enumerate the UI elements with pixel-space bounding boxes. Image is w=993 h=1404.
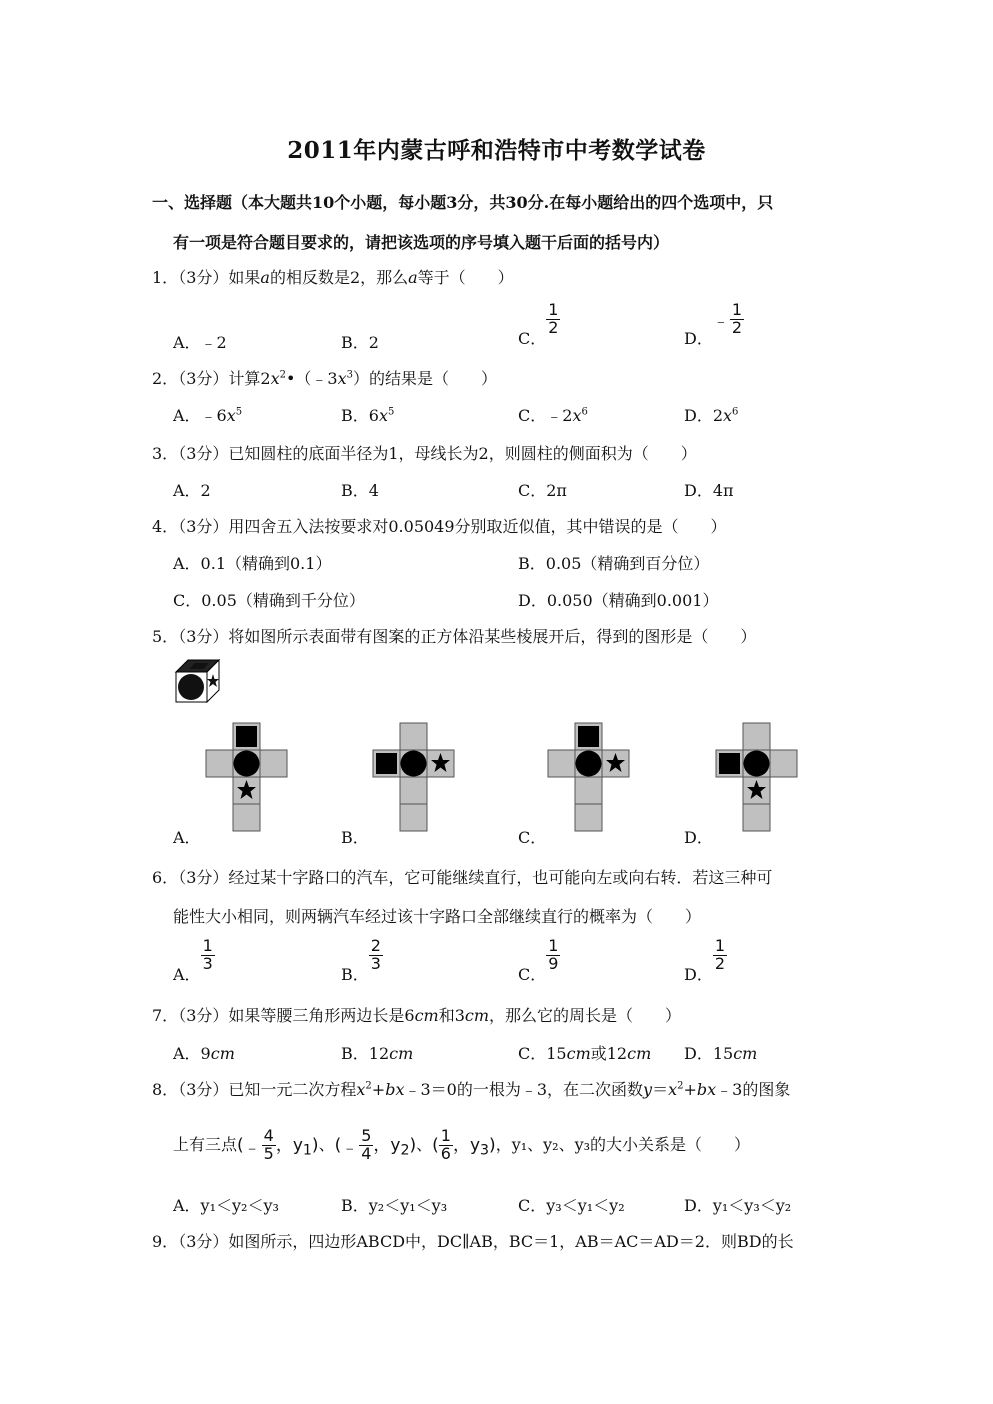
- net-figure-b: [371, 722, 459, 834]
- unit: cm: [414, 1006, 439, 1025]
- circle-icon: [401, 751, 427, 777]
- q6-option-d[interactable]: [684, 938, 727, 985]
- question-4-stem: [152, 514, 727, 537]
- q3-option-b[interactable]: B．4: [341, 481, 379, 500]
- option-label: B．: [341, 964, 369, 984]
- stem-text: 如果等腰三角形两边长是6: [228, 1006, 415, 1025]
- q6-option-a[interactable]: [173, 938, 215, 985]
- question-number: 3．: [152, 444, 179, 463]
- option-label: A．﹣6: [173, 406, 227, 425]
- separator: 、: [416, 1134, 433, 1154]
- q6-option-b[interactable]: [341, 938, 383, 985]
- q5-option-b[interactable]: B．: [341, 828, 369, 847]
- q7-option-b[interactable]: [341, 1041, 413, 1064]
- page-title: 2011年内蒙古呼和浩特市中考数学试卷: [287, 137, 706, 164]
- option-label: C．﹣2: [518, 406, 573, 425]
- fraction: [546, 938, 560, 973]
- exponent: 3: [346, 369, 353, 381]
- section-heading-line-1: 一、选择题（本大题共10个小题，每小题3分，共30分.在每小题给出的四个选项中，只: [152, 193, 774, 212]
- question-number: 2．: [152, 369, 179, 388]
- variable: a: [260, 268, 270, 287]
- minus-sign: ﹣: [712, 310, 729, 330]
- unit: cm: [733, 1044, 758, 1063]
- q4-option-c[interactable]: C．0.05（精确到千分位）: [173, 591, 365, 610]
- exponent: 5: [387, 406, 395, 418]
- subscript: 2: [400, 1142, 410, 1159]
- stem-text: ）的结果是（ ）: [353, 369, 498, 388]
- exponent: 5: [235, 406, 243, 418]
- fraction: [713, 938, 727, 973]
- question-score: （3分）: [178, 1080, 229, 1099]
- numerator: 5: [361, 1126, 372, 1145]
- question-number: 4．: [152, 517, 179, 536]
- variable: y: [292, 1135, 303, 1156]
- fraction: [262, 1128, 276, 1163]
- q1-option-a[interactable]: A．﹣2: [173, 333, 227, 352]
- variable: x: [337, 369, 347, 388]
- question-score: （3分）: [178, 627, 229, 646]
- q8-option-b[interactable]: B．y₂＜y₁＜y₃: [341, 1196, 448, 1215]
- minus-sign: ﹣: [341, 1137, 359, 1158]
- question-number: 9．: [152, 1232, 179, 1251]
- stem-text: +: [371, 1080, 386, 1099]
- stem-text: ＝: [652, 1080, 669, 1099]
- option-label: D．: [684, 964, 713, 984]
- denominator: 2: [548, 317, 559, 337]
- q1-option-d[interactable]: [684, 302, 744, 349]
- fraction: [201, 938, 215, 973]
- stem-text: •（﹣3: [285, 369, 338, 388]
- option-label: C．15: [518, 1044, 567, 1063]
- stem-text: 的相反数是2，那么: [269, 268, 409, 287]
- point-3: ( $\frac{1}{6}$ ，$y_3$): [432, 1126, 496, 1163]
- question-6-stem: [152, 865, 772, 888]
- option-label: A．: [173, 964, 201, 984]
- question-2-stem: [152, 366, 497, 389]
- fraction: [546, 302, 560, 337]
- q4-option-d[interactable]: D．0.050（精确到0.001）: [518, 591, 719, 610]
- q5-option-a[interactable]: A．: [173, 828, 201, 847]
- separator: 、: [318, 1134, 335, 1154]
- q8-option-d[interactable]: D．y₁＜y₃＜y₂: [684, 1196, 792, 1215]
- q7-option-c[interactable]: [518, 1041, 651, 1064]
- cube-icon: [175, 659, 221, 703]
- subscript: 1: [302, 1142, 312, 1159]
- option-label: B．12: [341, 1044, 390, 1063]
- numerator: 1: [714, 936, 726, 955]
- denominator: 3: [370, 953, 381, 973]
- q6-option-c[interactable]: [518, 938, 560, 985]
- numerator: 4: [263, 1126, 274, 1145]
- denominator: 3: [202, 953, 213, 973]
- exponent: 6: [581, 406, 588, 418]
- denominator: 4: [361, 1143, 372, 1163]
- variable: x: [356, 1080, 366, 1099]
- denominator: 2: [731, 317, 743, 337]
- q7-option-a[interactable]: [173, 1041, 235, 1064]
- q2-option-d[interactable]: [684, 403, 738, 426]
- question-score: （3分）: [178, 1006, 229, 1025]
- stem-text: ，那么它的周长是（ ）: [489, 1006, 682, 1025]
- point-1: (﹣ $\frac{4}{5}$ ，$y_1$): [237, 1126, 319, 1163]
- q8-option-c[interactable]: C．y₃＜y₁＜y₂: [518, 1196, 625, 1215]
- numerator: 1: [548, 936, 559, 955]
- stem-text: 已知一元二次方程: [228, 1080, 357, 1099]
- stem-text: 如果: [228, 268, 261, 287]
- question-score: （3分）: [178, 369, 229, 388]
- q8-option-a[interactable]: A．y₁＜y₂＜y₃: [173, 1196, 279, 1215]
- stem-text: 经过某十字路口的汽车，它可能继续直行，也可能向左或向右转．若这三种可: [228, 868, 773, 887]
- square-icon: [578, 726, 599, 747]
- q1-option-c[interactable]: [518, 302, 560, 349]
- unit: cm: [627, 1044, 652, 1063]
- circle-icon: [744, 751, 770, 777]
- q4-option-a[interactable]: A．0.1（精确到0.1）: [173, 554, 332, 573]
- q7-option-d[interactable]: [684, 1041, 757, 1064]
- stem-text: 上有三点: [173, 1134, 238, 1154]
- q3-option-c[interactable]: C．2π: [518, 481, 567, 500]
- numerator: 1: [548, 300, 559, 319]
- circle-icon: [576, 751, 602, 777]
- q5-option-c[interactable]: C．: [518, 828, 547, 847]
- question-score: （3分）: [178, 444, 229, 463]
- fraction: [730, 302, 744, 337]
- question-number: 6．: [152, 868, 179, 887]
- question-score: （3分）: [178, 1232, 229, 1251]
- question-7-stem: [152, 1003, 681, 1026]
- net-figure-d: [714, 722, 802, 834]
- stem-text: 已知圆柱的底面半径为1，母线长为2，则圆柱的侧面积为（ ）: [228, 444, 697, 463]
- stem-text: ，y₁、y₂、y₃的大小关系是（ ）: [495, 1134, 751, 1154]
- stem-text: 将如图所示表面带有图案的正方体沿某些棱展开后，得到的图形是（ ）: [228, 627, 757, 646]
- fraction: [359, 1128, 373, 1163]
- stem-text: 等于（ ）: [417, 268, 514, 287]
- variable: x: [226, 406, 236, 425]
- variable: bx: [696, 1080, 717, 1099]
- square-icon: [236, 726, 257, 747]
- numerator: 1: [731, 300, 743, 319]
- denominator: 2: [714, 953, 726, 973]
- variable: a: [408, 268, 418, 287]
- question-number: 1．: [152, 268, 179, 287]
- option-label: B．6: [341, 406, 379, 425]
- option-text: 或12: [590, 1044, 628, 1063]
- circle-icon: [178, 674, 204, 700]
- net-figure-a: [204, 722, 290, 834]
- denominator: 9: [548, 953, 559, 973]
- variable: x: [572, 406, 582, 425]
- exponent: 2: [279, 369, 286, 381]
- question-3-stem: [152, 441, 697, 464]
- option-label: C．: [518, 964, 547, 984]
- stem-text: 和3: [438, 1006, 465, 1025]
- square-icon: [719, 753, 740, 774]
- variable: x: [668, 1080, 678, 1099]
- square-icon: [376, 753, 397, 774]
- q5-option-d[interactable]: D．: [684, 828, 713, 847]
- question-number: 7．: [152, 1006, 179, 1025]
- stem-text: ﹣3的图象: [716, 1080, 791, 1099]
- stem-text: +: [683, 1080, 697, 1099]
- q2-option-b[interactable]: [341, 403, 394, 426]
- question-8-stem: [152, 1077, 790, 1100]
- variable: x: [723, 406, 733, 425]
- variable: y: [390, 1135, 401, 1156]
- variable: y: [643, 1080, 653, 1099]
- exponent: 2: [365, 1080, 372, 1092]
- exponent: 6: [732, 406, 739, 418]
- option-label: D．2: [684, 406, 724, 425]
- option-label: C．: [518, 328, 547, 348]
- unit: cm: [566, 1044, 591, 1063]
- question-1-stem: [152, 265, 514, 288]
- numerator: 1: [440, 1126, 451, 1145]
- numerator: 2: [370, 936, 381, 955]
- variable: y: [469, 1135, 481, 1156]
- circle-icon: [234, 751, 260, 777]
- numerator: 1: [202, 936, 213, 955]
- subscript: 3: [480, 1142, 490, 1159]
- minus-sign: ﹣: [243, 1137, 261, 1158]
- variable: x: [378, 406, 388, 425]
- option-label: D．15: [684, 1044, 734, 1063]
- question-8-stem-line-2: [173, 1128, 750, 1163]
- variable: bx: [385, 1080, 405, 1099]
- q4-option-b[interactable]: B．0.05（精确到百分位）: [518, 554, 710, 573]
- fraction: [369, 938, 383, 973]
- question-6-stem-line-2: 能性大小相同，则两辆汽车经过该十字路口全部继续直行的概率为（ ）: [173, 907, 702, 926]
- unit: cm: [389, 1044, 414, 1063]
- stem-text: ﹣3＝0的一根为﹣3，在二次函数: [404, 1080, 644, 1099]
- fraction: [439, 1128, 453, 1163]
- question-5-stem: [152, 624, 756, 647]
- q1-option-b[interactable]: B．2: [341, 333, 379, 352]
- q3-option-d[interactable]: D．4π: [684, 481, 734, 500]
- question-score: （3分）: [178, 517, 229, 536]
- stem-text: 如图所示，四边形ABCD中，DC∥AB，BC＝1，AB＝AC＝AD＝2．则BD的长: [228, 1232, 794, 1251]
- question-number: 5．: [152, 627, 179, 646]
- stem-text: 用四舍五入法按要求对0.05049分别取近似值，其中错误的是（ ）: [228, 517, 727, 536]
- question-9-stem: [152, 1229, 794, 1252]
- stem-text: 计算2: [228, 369, 271, 388]
- option-label: A．9: [173, 1044, 211, 1063]
- question-score: （3分）: [178, 268, 229, 287]
- option-label: D．: [684, 328, 713, 348]
- section-heading-line-2: 有一项是符合题目要求的，请把该选项的序号填入题干后面的括号内）: [173, 233, 670, 252]
- variable: x: [270, 369, 280, 388]
- q3-option-a[interactable]: A．2: [173, 481, 211, 500]
- q2-option-a[interactable]: [173, 403, 242, 426]
- question-score: （3分）: [178, 868, 229, 887]
- point-2: (﹣ $\frac{5}{4}$ ，$y_2$): [334, 1126, 417, 1163]
- denominator: 6: [440, 1143, 451, 1163]
- exponent: 2: [677, 1080, 684, 1092]
- q2-option-c[interactable]: [518, 403, 588, 426]
- question-number: 8．: [152, 1080, 179, 1099]
- unit: cm: [210, 1044, 235, 1063]
- unit: cm: [464, 1006, 490, 1025]
- net-figure-c: [546, 722, 634, 834]
- denominator: 5: [263, 1143, 274, 1163]
